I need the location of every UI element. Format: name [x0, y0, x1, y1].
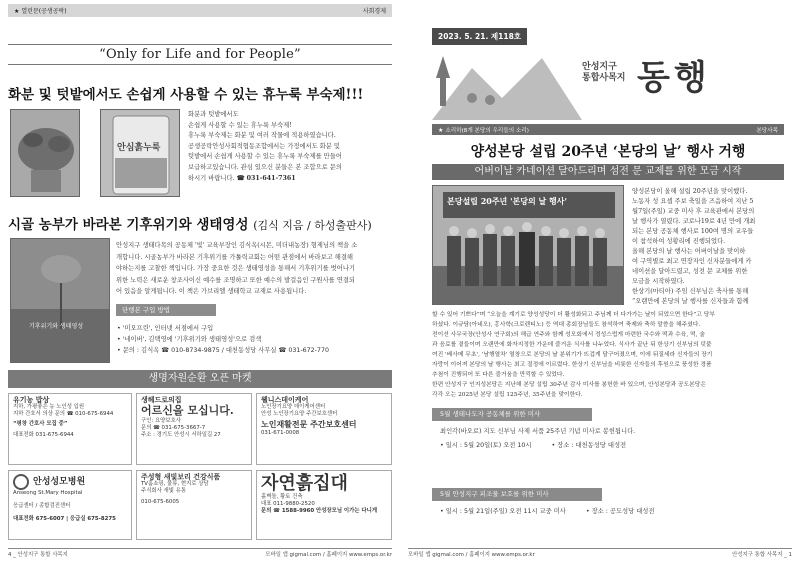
footer-website: 모바일 앱 gigmal.com / 홈페이지 www.emps.or.kr [408, 552, 535, 558]
ad-headline: 어르신을 모십니다. [141, 404, 234, 417]
article1-line: 하시기 바랍니다. ☎ 031-641-7361 [188, 174, 296, 182]
article1-line: 보급하고있습니다. 관심 있으신 분들은 본 조합으로 문의 [188, 163, 342, 171]
ad-headline: 노인재활전문 주간보호센터 [261, 420, 357, 429]
info-title: 5월 생태나도자 공동체를 위한 미사 [432, 408, 592, 421]
banner-text: 본당설립 20주년 '본당의 날 행사' [447, 196, 567, 206]
article-title: 양성본당 설립 20주년 ‘본당의 날’ 행사 거행 [470, 144, 746, 160]
ad-card [256, 470, 392, 540]
article-column: 양성본당이 올해 설립 20주년을 맞이했다. 노동자 성 요셉 주보 축일을 즈음하여 지난 5 월7일(주일) 교중 미사 후 교육관에서 본당의 날 행사가 열렸다. 코로나19로 4년 만에 개최 되는 본당 공동체 행사로 100여 명의 교우들 이 참석하여 성황리에 진행되었다. 올해 본당의 날 행사는 어버이날을 맞이하 여 구역별로 최고 연장자인 신자분들에게 카 네이션을 달아드렸고, 성전 문 교체를 위한 모금을 시작하였다. 한상기(마티아) 주임 신부님은 축사를 통해 “오랜만에 본당의 날 행사를 신자들과 함께 [632, 188, 756, 305]
book-cover [10, 238, 110, 363]
info-detail: • 일시 : 5월 21일(주일) 오전 11시 교중 미사 • 장소 : 공도성당 대성전 [440, 508, 655, 515]
ad-card [8, 393, 132, 465]
ad-name: 유기농 밥상 [13, 396, 50, 404]
masthead-title: 동행 [637, 58, 711, 98]
book-illustration [11, 239, 110, 363]
section-bar: ★ 소리하(8개 본당의 우리들의 소리) 본당사목 [432, 124, 784, 135]
ad-info: 문의 ☎ 1588-9960 안성장모님 이가는 다니게 [261, 508, 378, 514]
masthead-subtitle: 안성지구 통합사목지 [582, 62, 626, 83]
phone-number: ☎ 031-641-7361 [236, 174, 296, 182]
order-method-list [117, 323, 329, 356]
ad-card [8, 470, 132, 540]
ad-name: 주성형 새빛보리 건강식품 [141, 473, 221, 481]
ad-line: 주식회사 새빛 유통 [141, 488, 187, 494]
plant-illustration [11, 110, 80, 197]
ad-cta: “평창 간호사 모집 중” [13, 421, 68, 427]
ad-info: 031-671-0008 [261, 430, 300, 436]
footer-page-label: 4 _ 안성지구 통합 사목지 [8, 552, 68, 558]
order-method-title: 단행본 구입 방법 [116, 304, 216, 316]
masthead [432, 28, 784, 120]
footer-website: 모바일 앱 gigmal.com / 홈페이지 www.emps.or.kr [265, 552, 392, 558]
left-footer [8, 548, 392, 558]
star-icon: ★ [14, 8, 20, 15]
hospital-logo-icon [13, 474, 29, 490]
article2-body [116, 240, 394, 298]
section-name: 열린문(공생공락) [21, 8, 67, 15]
info-title: 5월 안성지구 피조물 보호를 위한 미사 [432, 488, 602, 501]
article-body: 할 수 있어 기쁘다”며 “오늘을 계기로 양성성당이 더 활성화되고 주님께 더 다가가는 날이 되었으면 한다”고 당부 하셨다. 이규담(아네오), 홍사학(크로렌티노) 등 역대 총회장님들도 참석하여 축제와 축하 말씀을 해주셨다. 전이선 사무국장(안성사 연구회)의 해급 연주와 함께 성모회에서 정성스럽게 마련한 국수와 떡과 수육, 떡, 술 과 음료를 곁들이며 오랜만에 화자지정한 가운데 즐거운 식사를 나누었다. 식사가 끝난 뒤 한상기 신부님의 덧붙 여진 '베사메 무초', '남행열차' 열창으로 본당의 날 분위기가 뜨겁게 달구어졌으며, 이에 뒤질세라 신자들의 장기 자랑이 이어져 본당의 날 행사는 최고 절정에 이르렀다. 한상기 신부님을 비롯한 신자들의 후원으로 풍성한 경품 추첨이 진행되어 또 다른 즐거움을 만끽할 수 있었다. 한편 안성지구 인지성본당은 지난해 본당 설립 30주년 감사 미사를 봉헌한 바 있으며, 안성본당과 공도본당은 각각 오는 2025년 본당 설립 125주년, 35주년을 맞이한다. [432, 312, 715, 398]
article1-line: 화분과 텃밭에서도 [188, 111, 239, 118]
left-topbar [8, 4, 392, 17]
ad-name: 안성성모병원 [33, 476, 86, 487]
order-item: • '미오프린', 인터넷 서점에서 구입 [117, 325, 214, 332]
right-footer [408, 548, 792, 558]
article-subtitle: 어버이날 카네이션 달아드리며 섬전 문 교제를 위한 모금 시작 [432, 164, 784, 180]
order-item: • '네이버', 김택영에 '기후위기와 생태영성'으로 검색 [117, 336, 262, 343]
bag-label: 안심흙누룩 [117, 143, 161, 153]
group-photo [432, 185, 624, 305]
article1-line: 텃밭에서 손쉽게 사용할 수 있는 휴누룩 부숙제를 만들어 [188, 153, 342, 161]
article1-title: 화분 및 텃밭에서도 손쉽게 사용할 수 있는 휴누룩 부숙제!!! [8, 87, 364, 103]
slogan-banner: “Only for Life and for People” [8, 44, 392, 65]
ad-card [136, 470, 252, 540]
star-icon: ★ [438, 126, 444, 134]
article2-line: 안성지구 생태다목의 공동체 '빛' 교육부장인 김식옥(시몬, 미더내농장) 형제님의 책을 소 [116, 242, 358, 249]
ad-line: 대표 011-9880-2520 [261, 501, 315, 507]
ad-line: 지하, 가평좋은 농 노인성 입원 [13, 404, 85, 410]
article1-line: 손쉽게 사용할 수 있는 휴누룩 부숙제! [188, 121, 292, 129]
product-bag-photo [100, 109, 180, 197]
article1-body [188, 110, 393, 184]
ad-info: 주소 : 경기도 안성시 서하일길 27 [141, 432, 221, 438]
ad-line: 안성 노인장기요양 주간보호센터 [261, 411, 338, 417]
ad-card [136, 393, 252, 465]
plant-photo [10, 109, 80, 197]
ad-name: 생헤드로의집 [141, 396, 182, 404]
order-item: • 문의 : 김식옥 ☎ 010-8734-9875 / 대천동성당 사무실 ☎ 031-672-770 [117, 347, 329, 354]
category-name: 사회경제 [362, 8, 386, 15]
article2-line: 위한 노력은 새로운 창조사이신 예수를 조명하고 또한 예수의 발걸음인 구원사를 연결되 [116, 276, 355, 284]
article2-line: 개합니다. 시골농부가 바라본 기후위기를 가톨릭교회는 어떤 관점에서 바라보고 해결해 [116, 253, 353, 261]
bag-illustration [101, 110, 180, 197]
ad-info: 대표전화 031-675-6944 [13, 432, 74, 438]
article1-line: 공생공락안성사회적협동조합에서는 가정에서도 화분 및 [188, 142, 340, 150]
ad-name: 웰니스데이케어 [261, 396, 309, 404]
ad-line: 지하 간호서 의상 문의 ☎ 010-675-6944 [13, 411, 114, 417]
ad-line: TV홈쇼핑, 물류, 현지로 상담 [141, 481, 209, 487]
article2-line: 야하는지를 고찰한 책입니다. 가장 중요한 것은 생태영성을 통해서 기후위기를 벗어나기 [116, 265, 355, 272]
info-lead: 최인각(바오로) 지도 신부님 사제 서품 25주년 기념 미사로 봉헌됩니다. [440, 428, 636, 435]
ad-line: 문의 ☎ 031-675-3667-7 [141, 425, 206, 431]
ad-line: 구인: 요양보호사 [141, 418, 181, 424]
ad-line: 흙벽돌, 황토 건축 [261, 494, 303, 500]
ad-sub: Anseong St.Mary Hospital [13, 490, 83, 496]
info-detail: • 일시 : 5월 20일(토) 오전 10시 • 장소 : 대천동성당 대성전 [440, 442, 627, 449]
market-header: 생명자원순환 오픈 마켓 [8, 370, 392, 388]
footer-page-label: 안성지구 통합 사목지 _ 1 [732, 552, 792, 558]
book-label: 기후위기와 생태영성 [29, 323, 84, 330]
right-page [400, 0, 800, 566]
article2-line: 어 있음을 알게됩니다. 이 책은 가브리엘 생태학교 교재로 사용됩니다. [116, 288, 307, 295]
ad-line: 응급센터 / 종합검진센터 [13, 503, 71, 509]
ad-card [256, 393, 392, 465]
article1-line: 휴누룩 부숙제는 화분 및 여러 작물에 적용하였습니다. [188, 132, 336, 140]
issue-date: 2023. 5. 21. 제118호 [432, 28, 527, 45]
article2-title: 시골 농부가 바라본 기후위기와 생태영성 (김식 지음 / 하성출판사) [8, 217, 372, 233]
ad-info: 대표전화 675-6007 | 응급실 675-8275 [13, 516, 116, 522]
ad-headline: 자연흙집대 [261, 473, 348, 494]
ad-info: 010-675-6005 [141, 499, 180, 505]
ad-line: 노인장기요양 데이케어센터 [261, 404, 326, 410]
